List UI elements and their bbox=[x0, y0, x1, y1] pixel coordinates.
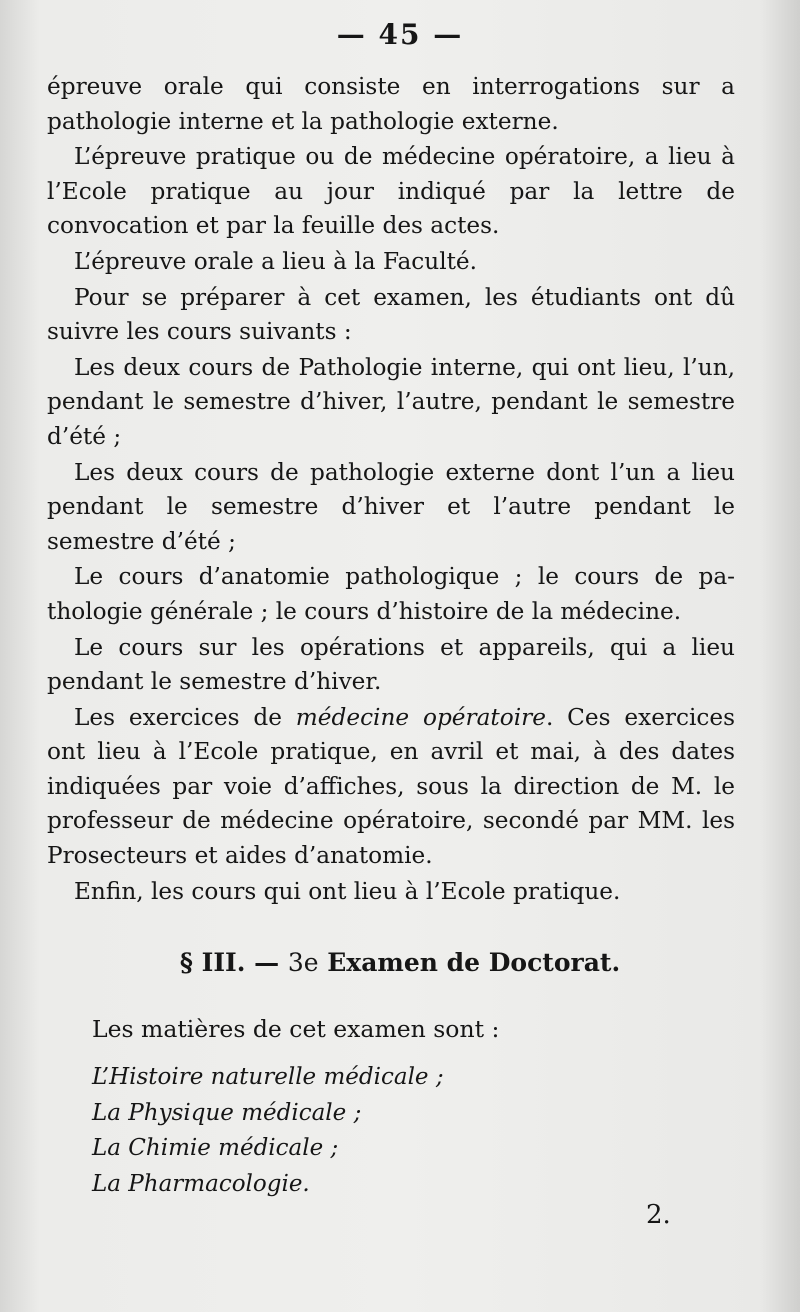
list-item: L’Histoire naturelle médicale ; bbox=[92, 1064, 444, 1090]
subjects-intro: Les matières de cet examen sont : bbox=[92, 1015, 500, 1043]
section-title-text: Examen de Doctorat. bbox=[318, 948, 621, 977]
exercises-lead: Les exercices de bbox=[74, 703, 296, 731]
section-prefix: § III. — bbox=[179, 948, 288, 977]
signature-mark: 2. bbox=[646, 1200, 671, 1230]
page-number: — 45 — bbox=[336, 18, 464, 51]
list-item: La Physique médicale ; bbox=[92, 1099, 362, 1126]
exercises-emphasis: médecine opératoire bbox=[295, 703, 546, 731]
paragraph: Le cours d’anatomie pathologique ; le cours de pathologie générale ; le cours d’histoire de la médecine. bbox=[47, 563, 735, 625]
closing-paragraph: Enfin, les cours qui ont lieu à l’Ecole pratique. bbox=[74, 877, 621, 905]
section-heading bbox=[0, 948, 800, 977]
exercises-rest: . Ces exercices ont lieu à l’Ecole pratique, en avril et mai, à des dates indiquées par voie d’affiches, sous la direction de M. le professeur de médecine opératoire, secondé par MM. les Prosecteurs et aides d’anatomie. bbox=[47, 703, 736, 870]
paragraph: L’épreuve orale a lieu à la Faculté. bbox=[74, 247, 478, 275]
section-ordinal: 3e bbox=[287, 948, 319, 977]
paragraph: Les deux cours de Pathologie interne, qui ont lieu, l’un, pendant le semestre d’hiver, l’autre, pendant le semestre d’été ; bbox=[47, 353, 735, 450]
paragraph: épreuve orale qui consiste en interrogations sur a pathologie interne et la pathologie externe. bbox=[47, 73, 735, 135]
list-item: La Chimie médicale ; bbox=[92, 1135, 339, 1161]
body-text bbox=[47, 70, 735, 909]
paragraph: Pour se préparer à cet examen, les étudiants ont dû suivre les cours suivants : bbox=[47, 283, 735, 346]
paragraph: Les deux cours de pathologie externe dont l’un a lieu pendant le semestre d’hiver et l’autre pendant le semestre d’été ; bbox=[47, 458, 735, 555]
list-item: La Pharmacologie. bbox=[92, 1170, 310, 1197]
paragraph: L’épreuve pratique ou de médecine opératoire, a lieu à l’Ecole pratique au jour indiqué par la lettre de convocation et par la feuille des actes. bbox=[47, 143, 735, 240]
subjects-list bbox=[92, 1060, 692, 1202]
exercises-paragraph bbox=[47, 701, 735, 874]
paragraph: Le cours sur les opérations et appareils, qui a lieu pendant le semestre d’hiver. bbox=[47, 633, 735, 696]
